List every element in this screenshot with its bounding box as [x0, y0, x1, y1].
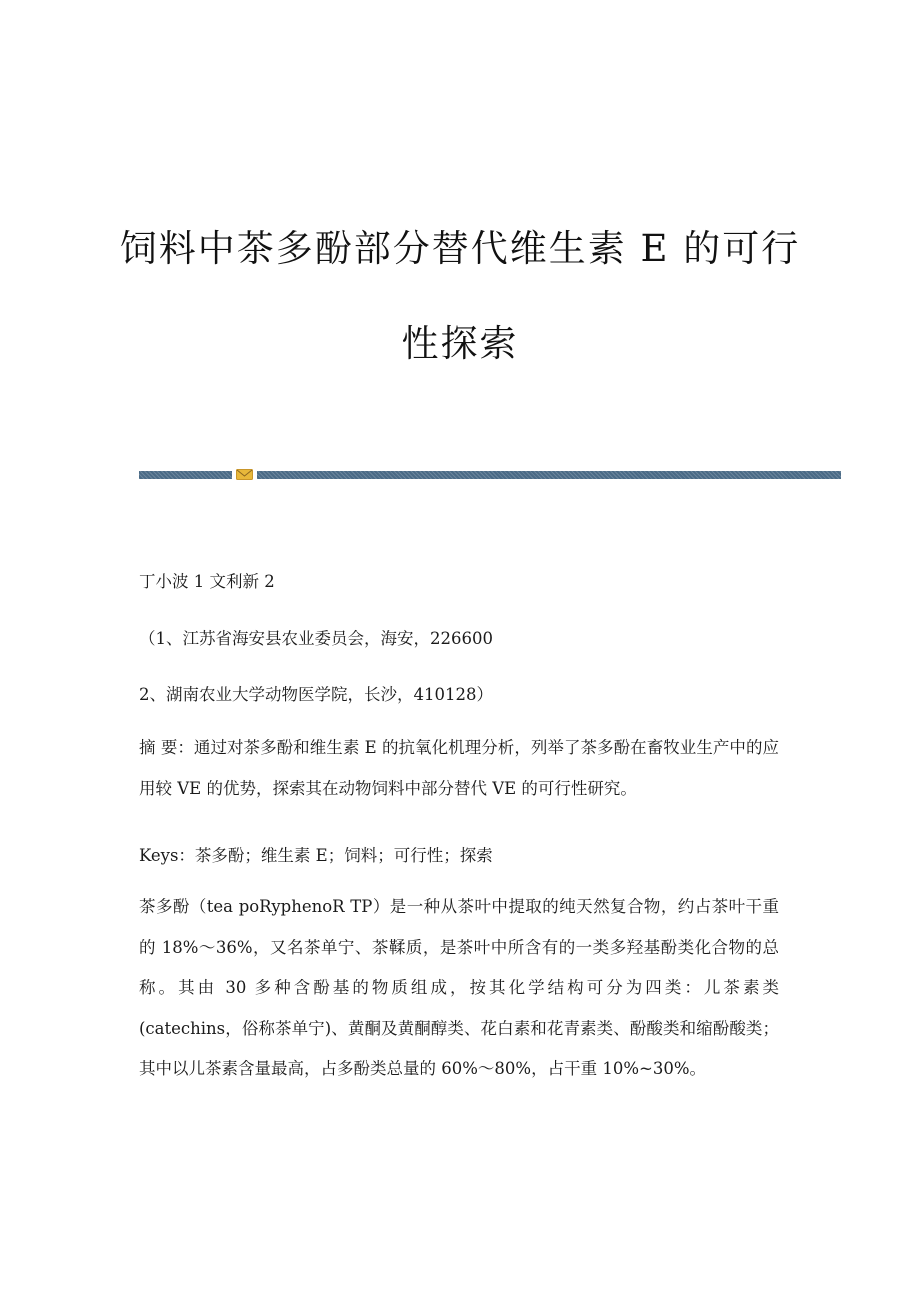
title-line-1: 饲料中茶多酚部分替代维生素 E 的可行	[119, 227, 801, 270]
body-paragraph: 茶多酚（tea poRyphenoR TP）是一种从茶叶中提取的纯天然复合物，约占茶叶干重的 18%～36%，又名茶单宁、茶鞣质，是茶叶中所含有的一类多羟基酚类化合物的总称。其由 30 多种含酚基的物质组成，按其化学结构可分为四类：儿茶素类(catechins，俗称茶单宁)、黄酮及黄酮醇类、花白素和花青素类、酚酸类和缩酚酸类；其中以儿茶素含量最高，占多酚类总量的 60%～80%，占干重 10%~30%。	[139, 897, 779, 1078]
abstract-paragraph: 摘 要：通过对茶多酚和维生素 E 的抗氧化机理分析，列举了茶多酚在畜牧业生产中的应用较 VE 的优势，探索其在动物饲料中部分替代 VE 的可行性研究。	[139, 738, 779, 798]
envelope-emblem-icon	[236, 468, 253, 481]
affiliation-line-2: 2、湖南农业大学动物医学院，长沙，410128）	[139, 685, 493, 704]
title-line-2: 性探索	[401, 322, 519, 365]
divider-bar-right	[257, 471, 841, 479]
title-divider	[139, 468, 841, 482]
affiliation-line-1: （1、江苏省海安县农业委员会，海安，226600	[139, 629, 493, 648]
keywords-line: Keys：茶多酚；维生素 E；饲料；可行性；探索	[139, 846, 493, 865]
divider-bar-left	[139, 471, 232, 479]
author-line: 丁小波 1 文利新 2	[139, 572, 275, 591]
